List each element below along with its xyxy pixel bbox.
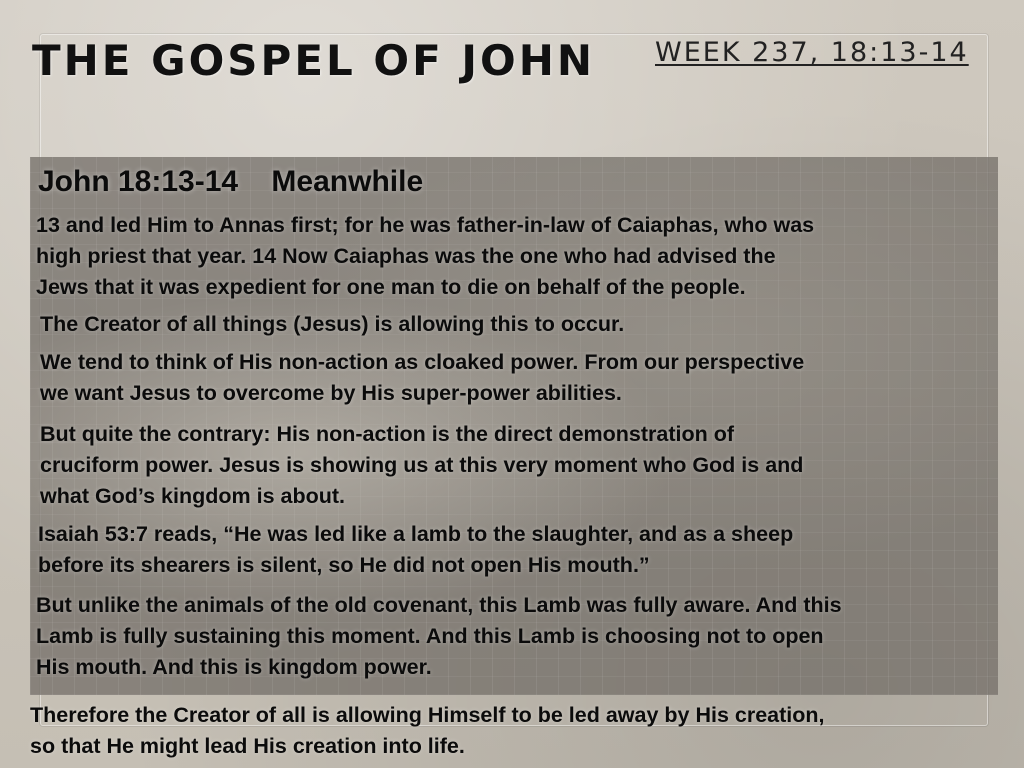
text-line: But unlike the animals of the old covenant, this Lamb was fully aware. And this bbox=[36, 593, 842, 617]
text-line: we want Jesus to overcome by His super-power abilities. bbox=[40, 381, 622, 405]
text-line: before its shearers is silent, so He did not open His mouth.” bbox=[38, 553, 650, 577]
commentary-paragraph bbox=[40, 309, 624, 340]
week-label: WEEK 237, 18:13-14 bbox=[655, 37, 969, 68]
isaiah-quote bbox=[38, 519, 793, 581]
text-line: Therefore the Creator of all is allowing Himself to be led away by His creation, bbox=[30, 703, 825, 727]
scripture-heading: John 18:13-14 Meanwhile bbox=[38, 165, 424, 198]
commentary-paragraph bbox=[40, 419, 803, 512]
text-line: cruciform power. Jesus is showing us at this very moment who God is and bbox=[40, 453, 804, 477]
text-line: high priest that year. 14 Now Caiaphas was the one who had advised the bbox=[36, 244, 776, 268]
slide-title: THE GOSPEL OF JOHN bbox=[32, 36, 596, 85]
text-line: what God’s kingdom is about. bbox=[40, 484, 345, 508]
text-line: His mouth. And this is kingdom power. bbox=[36, 655, 432, 679]
text-line: Isaiah 53:7 reads, “He was led like a lamb to the slaughter, and as a sheep bbox=[38, 522, 794, 546]
text-line: We tend to think of His non-action as cloaked power. From our perspective bbox=[40, 350, 805, 374]
text-line: But quite the contrary: His non-action is the direct demonstration of bbox=[40, 422, 735, 446]
scripture-text bbox=[36, 210, 814, 303]
text-line: so that He might lead His creation into life. bbox=[30, 734, 465, 758]
text-line: Lamb is fully sustaining this moment. And this Lamb is choosing not to open bbox=[36, 624, 824, 648]
text-line: Jews that it was expedient for one man to die on behalf of the people. bbox=[36, 275, 746, 299]
commentary-paragraph bbox=[36, 590, 842, 683]
commentary-paragraph bbox=[40, 347, 804, 409]
text-line: The Creator of all things (Jesus) is allowing this to occur. bbox=[40, 312, 625, 336]
conclusion-paragraph bbox=[30, 700, 825, 762]
text-line: 13 and led Him to Annas first; for he was father-in-law of Caiaphas, who was bbox=[36, 213, 815, 237]
